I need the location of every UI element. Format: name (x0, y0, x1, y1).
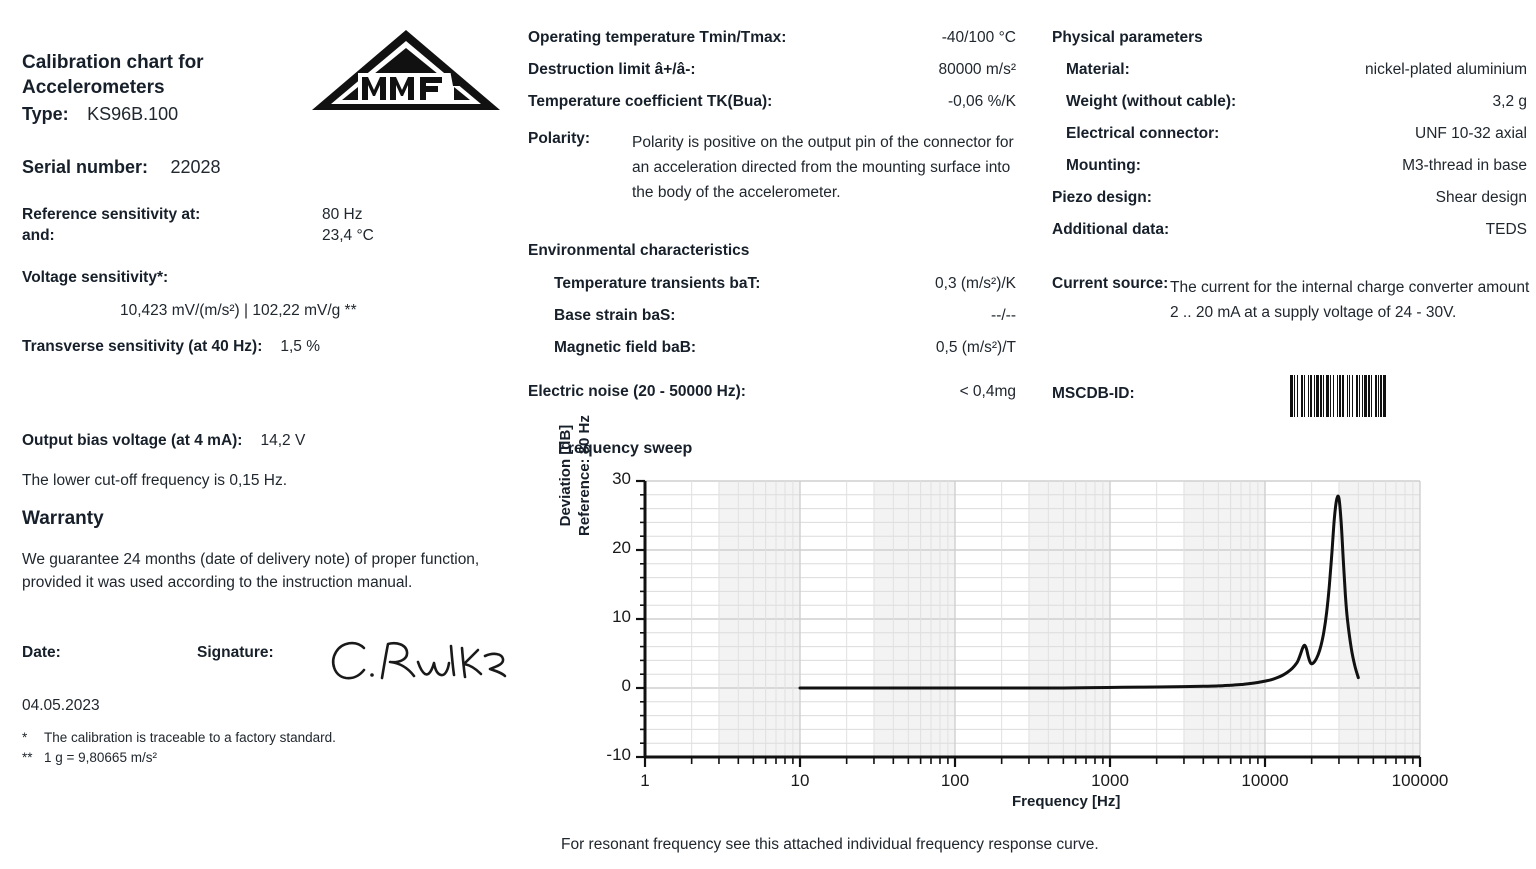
footnote-1-mark: * (22, 730, 28, 745)
handwritten-signature-icon (322, 632, 512, 690)
chart-x-tick-label: 100 (940, 771, 970, 790)
y-axis-label-line-1: Deviation [dB] (557, 424, 574, 527)
mmf-logo (310, 28, 502, 116)
footnotes (22, 728, 336, 768)
type-label: Type: (22, 104, 69, 124)
footnote-1-text: The calibration is traceable to a factory standard. (44, 730, 336, 745)
title-line-2: Accelerometers (22, 77, 165, 98)
mmf-logo-icon (310, 28, 502, 116)
spec-label: Temperature coefficient TK(Bua): (528, 93, 773, 110)
spec-value: -40/100 °C (941, 29, 1016, 46)
spec-value: -0,06 %/K (947, 93, 1016, 110)
chart-y-tick-label: -10 (606, 745, 631, 764)
chart-y-tick-label: 20 (612, 538, 631, 557)
spec-row (528, 61, 1024, 93)
chart-title: Frequency sweep (558, 440, 693, 457)
chart-caption: For resonant frequency see this attached individual frequency response curve. (561, 836, 1099, 853)
spec-row (528, 29, 1024, 61)
frequency-sweep-chart (540, 470, 1460, 780)
footnote-2 (22, 748, 336, 768)
physical-value: 3,2 g (1492, 93, 1527, 110)
transverse-sensitivity-row (22, 338, 320, 356)
warranty-text: We guarantee 24 months (date of delivery note) of proper function, provided it was used according to the instruction manual. (22, 551, 480, 591)
chart-y-tick-label: 10 (612, 607, 631, 626)
warranty-heading: Warranty (22, 508, 104, 529)
env-label: Magnetic field baB: (554, 339, 697, 356)
physical-label: Mounting: (1066, 157, 1141, 174)
chart-x-tick-label: 10000 (1241, 771, 1289, 790)
physical-row (1052, 189, 1530, 221)
type-value: KS96B.100 (87, 104, 179, 124)
chart-x-tick-label: 10 (790, 771, 810, 790)
output-bias-label: Output bias voltage (at 4 mA): (22, 432, 243, 449)
transverse-sensitivity-label: Transverse sensitivity (at 40 Hz): (22, 338, 263, 355)
output-bias-value: 14,2 V (260, 432, 306, 449)
date-value: 04.05.2023 (22, 697, 100, 714)
physical-label: Weight (without cable): (1066, 93, 1237, 110)
env-row (528, 339, 1024, 371)
and-value: 23,4 °C (322, 227, 374, 244)
signature-label: Signature: (197, 644, 274, 661)
serial-label: Serial number: (22, 157, 149, 177)
reference-sensitivity-block (22, 206, 502, 245)
serial-value: 22028 (170, 157, 221, 177)
current-source-text: The current for the internal charge converter amount 2 .. 20 mA at a supply voltage of 24 - 30V. (1170, 279, 1530, 321)
voltage-sensitivity-value: 10,423 mV/(m/s²) | 102,22 mV/g ** (120, 302, 357, 319)
chart-x-axis-label: Frequency [Hz] (1012, 793, 1121, 810)
mscdb-id-row (1052, 385, 1135, 403)
chart-x-tick-label: 1 (640, 771, 650, 790)
electric-noise-value: < 0,4mg (959, 383, 1016, 400)
physical-row (1052, 221, 1530, 253)
physical-value: M3-thread in base (1402, 157, 1527, 174)
chart-x-tick-label: 1000 (1091, 771, 1129, 790)
physical-value: nickel-plated aluminium (1365, 61, 1527, 78)
environmental-table (528, 275, 1024, 371)
chart-svg (540, 470, 1460, 780)
physical-row (1052, 157, 1530, 189)
document-title (22, 50, 292, 100)
env-row (528, 307, 1024, 339)
polarity-text: Polarity is positive on the output pin of the connector for an acceleration directed from the mounting surface into the body of the accelerometer. (632, 134, 1014, 201)
spec-value: 80000 m/s² (938, 61, 1016, 78)
current-source-label: Current source: (1052, 275, 1169, 292)
output-bias-row (22, 432, 305, 450)
mscdb-id-label: MSCDB-ID: (1052, 385, 1135, 402)
chart-x-tick-label: 100000 (1391, 771, 1449, 790)
and-label: and: (22, 227, 55, 244)
env-row (528, 275, 1024, 307)
polarity-label: Polarity: (528, 130, 591, 147)
chart-y-tick-label: 0 (621, 676, 631, 695)
y-axis-label-line-2: Reference: 80 Hz (576, 415, 593, 536)
environmental-heading: Environmental characteristics (528, 242, 750, 259)
footnote-1 (22, 728, 336, 748)
physical-label: Piezo design: (1052, 189, 1152, 206)
transverse-sensitivity-value: 1,5 % (280, 338, 320, 355)
footnote-2-mark: ** (22, 750, 33, 765)
physical-label: Additional data: (1052, 221, 1170, 238)
barcode (1290, 375, 1436, 417)
physical-value: TEDS (1485, 221, 1527, 238)
date-label: Date: (22, 644, 61, 661)
physical-value: Shear design (1435, 189, 1527, 206)
physical-value: UNF 10-32 axial (1415, 125, 1527, 142)
env-value: --/-- (991, 307, 1016, 324)
physical-label: Electrical connector: (1066, 125, 1220, 142)
physical-row (1052, 93, 1530, 125)
physical-label: Material: (1066, 61, 1130, 78)
physical-parameters-table (1052, 61, 1530, 253)
voltage-sensitivity-label: Voltage sensitivity*: (22, 269, 169, 286)
title-line-1: Calibration chart for (22, 52, 204, 73)
spec-label: Operating temperature Tmin/Tmax: (528, 29, 787, 46)
type-row (22, 104, 178, 125)
barcode-icon (1290, 375, 1436, 417)
spec-label: Destruction limit â+/â-: (528, 61, 696, 78)
reference-sensitivity-row (22, 206, 502, 224)
cutoff-frequency-text: The lower cut-off frequency is 0,15 Hz. (22, 472, 288, 489)
env-value: 0,3 (m/s²)/K (935, 275, 1016, 292)
chart-y-tick-label: 30 (612, 469, 631, 488)
spec-row (528, 93, 1024, 125)
reference-sensitivity-value: 80 Hz (322, 206, 363, 223)
signature-image (322, 632, 512, 690)
electric-noise-row (528, 383, 1024, 415)
env-label: Base strain baS: (554, 307, 676, 324)
footnote-2-text: 1 g = 9,80665 m/s² (44, 750, 157, 765)
operating-specs-table (528, 29, 1024, 125)
reference-sensitivity-label: Reference sensitivity at: (22, 206, 201, 223)
physical-row (1052, 61, 1530, 93)
electric-noise-label: Electric noise (20 - 50000 Hz): (528, 383, 746, 400)
and-row (22, 227, 502, 245)
env-value: 0,5 (m/s²)/T (935, 339, 1016, 356)
env-label: Temperature transients baT: (554, 275, 761, 292)
physical-parameters-heading: Physical parameters (1052, 29, 1203, 46)
serial-row (22, 157, 221, 178)
physical-row (1052, 125, 1530, 157)
